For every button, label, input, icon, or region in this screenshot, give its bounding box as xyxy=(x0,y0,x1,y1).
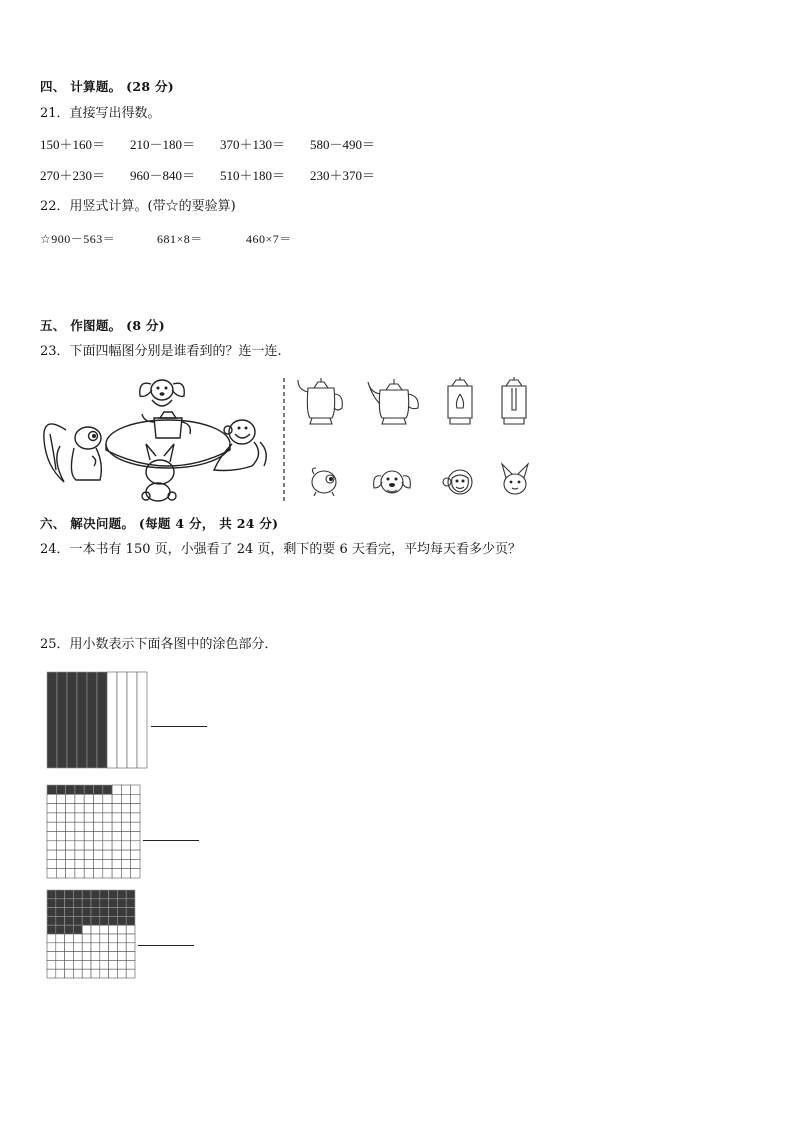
fig2-cell xyxy=(56,822,65,831)
fig3-cell xyxy=(56,890,65,899)
fig2-cell xyxy=(84,813,93,822)
fig3-cell xyxy=(47,960,56,969)
fig3-cell xyxy=(117,908,126,917)
fig2-cell xyxy=(131,869,140,878)
teapot-on-table-icon xyxy=(142,412,190,438)
fig2-cell xyxy=(94,859,103,868)
fig3-cell xyxy=(65,925,74,934)
fig2-cell xyxy=(103,850,112,859)
rabbit-head-icon[interactable] xyxy=(498,462,532,500)
table-scene-illustration xyxy=(38,374,278,506)
fig3-cell xyxy=(47,890,56,899)
fig2-cell xyxy=(47,850,56,859)
fig2-cell xyxy=(84,841,93,850)
fig3-cell xyxy=(47,925,56,934)
fig2-cell xyxy=(94,850,103,859)
q21-item-1: 150＋160＝ xyxy=(40,137,106,152)
fig3-cell xyxy=(82,943,91,952)
fig2-cell xyxy=(94,832,103,841)
fig2-cell xyxy=(94,804,103,813)
fig2-cell xyxy=(121,822,130,831)
fig2-cell xyxy=(66,804,75,813)
fig3-cell xyxy=(100,890,109,899)
fig3-cell xyxy=(126,943,135,952)
fig3-cell xyxy=(100,925,109,934)
fig3-cell xyxy=(65,969,74,978)
q22-item-3: 460×7＝ xyxy=(246,232,292,246)
fig3-cell xyxy=(56,899,65,908)
fig2-cell xyxy=(131,850,140,859)
strip-8 xyxy=(117,672,127,768)
fig2-cell xyxy=(84,832,93,841)
fig2-cell xyxy=(131,813,140,822)
fig2-cell xyxy=(84,850,93,859)
fig3-cell xyxy=(65,952,74,961)
fig2-cell xyxy=(75,804,84,813)
question-22-prompt: 22．用竖式计算。(带☆的要验算) xyxy=(40,199,236,214)
fig2-cell xyxy=(121,859,130,868)
fig2-cell xyxy=(47,869,56,878)
fig3-cell xyxy=(65,899,74,908)
fig2-cell xyxy=(56,850,65,859)
fig3-cell xyxy=(82,925,91,934)
q21-item-5: 270＋230＝ xyxy=(40,168,106,183)
fig3-cell xyxy=(82,890,91,899)
fig3-cell xyxy=(109,908,118,917)
fig3-cell xyxy=(65,960,74,969)
fig3-cell xyxy=(47,899,56,908)
fig2-cell xyxy=(75,841,84,850)
fig2-cell xyxy=(47,785,56,794)
strip-2 xyxy=(57,672,67,768)
q21-item-7: 510＋180＝ xyxy=(220,168,286,183)
fig3-cell xyxy=(126,934,135,943)
answer-blank-2[interactable] xyxy=(143,840,199,841)
fig2-cell xyxy=(131,785,140,794)
fig3-cell xyxy=(65,916,74,925)
fig3-cell xyxy=(109,952,118,961)
fig2-cell xyxy=(112,813,121,822)
fig3-cell xyxy=(91,899,100,908)
fig2-cell xyxy=(103,869,112,878)
fig3-cell xyxy=(100,943,109,952)
q22-item-1: ☆900－563＝ xyxy=(40,232,116,246)
answer-blank-3[interactable] xyxy=(138,945,194,946)
fig2-cell xyxy=(47,822,56,831)
fig2-cell xyxy=(47,841,56,850)
fig2-cell xyxy=(112,850,121,859)
monkey-icon xyxy=(214,420,266,471)
fig2-cell xyxy=(47,813,56,822)
fig2-cell xyxy=(131,822,140,831)
fig3-cell xyxy=(109,960,118,969)
teapot-view-2-icon[interactable] xyxy=(366,376,422,428)
fig3-cell xyxy=(109,943,118,952)
fig2-cell xyxy=(56,785,65,794)
fig2-cell xyxy=(112,785,121,794)
strip-10 xyxy=(137,672,147,768)
fig3-cell xyxy=(73,899,82,908)
section-5-heading: 五、 作图题。 (8 分) xyxy=(40,318,165,333)
fig3-cell xyxy=(117,943,126,952)
decimal-figure-1 xyxy=(46,671,148,769)
fig3-cell xyxy=(91,925,100,934)
fig3-cell xyxy=(65,934,74,943)
fig2-cell xyxy=(47,804,56,813)
fig3-cell xyxy=(73,943,82,952)
fig3-cell xyxy=(82,952,91,961)
fig2-cell xyxy=(103,859,112,868)
fig3-cell xyxy=(82,969,91,978)
fig3-cell xyxy=(73,960,82,969)
fig3-cell xyxy=(73,916,82,925)
strip-3 xyxy=(67,672,77,768)
fig2-cell xyxy=(103,841,112,850)
decimal-figure-2 xyxy=(46,784,141,882)
fig3-cell xyxy=(82,934,91,943)
strip-4 xyxy=(77,672,87,768)
fig3-cell xyxy=(56,908,65,917)
question-21-prompt: 21．直接写出得数。 xyxy=(40,106,161,121)
question-23-prompt: 23．下面四幅图分别是谁看到的？连一连. xyxy=(40,344,282,359)
fig3-cell xyxy=(91,908,100,917)
fig2-cell xyxy=(84,822,93,831)
fig2-cell xyxy=(84,804,93,813)
fig3-cell xyxy=(91,934,100,943)
strip-9 xyxy=(127,672,137,768)
fig2-cell xyxy=(66,813,75,822)
fig3-cell xyxy=(91,960,100,969)
fig3-cell xyxy=(73,969,82,978)
answer-blank-1[interactable] xyxy=(151,726,207,727)
fig2-cell xyxy=(66,869,75,878)
fig3-cell xyxy=(126,969,135,978)
fig2-cell xyxy=(56,813,65,822)
fig2-cell xyxy=(94,822,103,831)
fig2-cell xyxy=(103,813,112,822)
fig2-cell xyxy=(75,869,84,878)
teapot-view-3-icon[interactable] xyxy=(442,376,478,428)
fig2-cell xyxy=(121,794,130,803)
section-6-heading: 六、 解决问题。 (每题 4 分， 共 24 分) xyxy=(40,516,279,531)
fig3-cell xyxy=(65,943,74,952)
fig3-cell xyxy=(117,916,126,925)
fig2-cell xyxy=(75,850,84,859)
fig3-cell xyxy=(47,916,56,925)
fig3-cell xyxy=(126,916,135,925)
fig2-cell xyxy=(75,794,84,803)
fig3-cell xyxy=(47,969,56,978)
fig2-cell xyxy=(103,785,112,794)
dashed-divider xyxy=(282,378,286,502)
fig3-cell xyxy=(82,960,91,969)
fig3-cell xyxy=(73,934,82,943)
decimal-figure-3 xyxy=(46,889,136,987)
fig3-cell xyxy=(109,899,118,908)
fig3-cell xyxy=(73,952,82,961)
fig3-cell xyxy=(117,934,126,943)
fig3-cell xyxy=(100,934,109,943)
fig2-cell xyxy=(47,832,56,841)
fig3-cell xyxy=(117,969,126,978)
q21-item-4: 580－490＝ xyxy=(310,137,376,152)
fig2-cell xyxy=(131,841,140,850)
fig2-cell xyxy=(112,804,121,813)
fig2-cell xyxy=(84,794,93,803)
dog-head-icon[interactable] xyxy=(372,464,412,500)
fig2-cell xyxy=(66,859,75,868)
fig3-cell xyxy=(56,943,65,952)
fig3-cell xyxy=(117,899,126,908)
fig2-cell xyxy=(56,794,65,803)
q21-item-8: 230＋370＝ xyxy=(310,168,376,183)
fig2-cell xyxy=(94,869,103,878)
teapot-view-4-icon[interactable] xyxy=(496,376,532,428)
fig3-cell xyxy=(91,952,100,961)
q21-item-3: 370＋130＝ xyxy=(220,137,286,152)
fig3-cell xyxy=(56,952,65,961)
fig2-cell xyxy=(66,841,75,850)
fig3-cell xyxy=(47,943,56,952)
squirrel-head-icon[interactable] xyxy=(306,464,340,498)
fig2-cell xyxy=(75,813,84,822)
fig2-cell xyxy=(75,832,84,841)
fig2-cell xyxy=(131,859,140,868)
fig2-cell xyxy=(84,785,93,794)
fig3-cell xyxy=(126,890,135,899)
question-25-prompt: 25．用小数表示下面各图中的涂色部分． xyxy=(40,637,278,652)
fig2-cell xyxy=(56,804,65,813)
fig2-cell xyxy=(112,822,121,831)
fig3-cell xyxy=(47,908,56,917)
fig2-cell xyxy=(66,832,75,841)
fig3-cell xyxy=(117,960,126,969)
fig3-cell xyxy=(47,952,56,961)
fig2-cell xyxy=(75,859,84,868)
q21-item-2: 210－180＝ xyxy=(130,137,196,152)
fig2-cell xyxy=(56,832,65,841)
fig3-cell xyxy=(65,908,74,917)
fig3-cell xyxy=(100,908,109,917)
fig2-cell xyxy=(94,794,103,803)
fig2-cell xyxy=(121,841,130,850)
teapot-view-1-icon[interactable] xyxy=(296,376,346,428)
fig2-cell xyxy=(66,850,75,859)
fig2-cell xyxy=(66,822,75,831)
fig2-cell xyxy=(94,785,103,794)
fig2-cell xyxy=(112,859,121,868)
fig3-cell xyxy=(82,908,91,917)
rabbit-icon xyxy=(142,444,176,501)
fig2-cell xyxy=(121,813,130,822)
fig2-cell xyxy=(84,869,93,878)
fig2-cell xyxy=(103,794,112,803)
fig2-cell xyxy=(75,785,84,794)
fig3-cell xyxy=(82,916,91,925)
fig3-cell xyxy=(100,916,109,925)
fig3-cell xyxy=(109,916,118,925)
squirrel-icon xyxy=(44,424,101,482)
fig2-cell xyxy=(121,785,130,794)
fig3-cell xyxy=(100,969,109,978)
fig3-cell xyxy=(47,934,56,943)
fig3-cell xyxy=(100,952,109,961)
fig2-cell xyxy=(131,832,140,841)
fig3-cell xyxy=(117,890,126,899)
fig3-cell xyxy=(109,934,118,943)
fig3-cell xyxy=(126,908,135,917)
fig2-cell xyxy=(66,794,75,803)
strip-1 xyxy=(47,672,57,768)
fig3-cell xyxy=(82,899,91,908)
fig2-cell xyxy=(56,841,65,850)
fig3-cell xyxy=(100,960,109,969)
fig2-cell xyxy=(94,841,103,850)
q22-item-2: 681×8＝ xyxy=(157,232,203,246)
fig3-cell xyxy=(73,908,82,917)
q21-item-6: 960－840＝ xyxy=(130,168,196,183)
fig2-cell xyxy=(121,804,130,813)
question-24-prompt: 24．一本书有 150 页，小强看了 24 页，剩下的要 6 天看完，平均每天看多少页？ xyxy=(40,542,521,557)
dog-icon xyxy=(140,380,185,406)
fig2-cell xyxy=(112,841,121,850)
fig2-cell xyxy=(121,869,130,878)
fig3-cell xyxy=(56,960,65,969)
fig2-cell xyxy=(103,832,112,841)
fig3-cell xyxy=(126,960,135,969)
fig3-cell xyxy=(91,916,100,925)
fig3-cell xyxy=(91,969,100,978)
fig3-cell xyxy=(91,890,100,899)
fig3-cell xyxy=(65,890,74,899)
section-4-heading: 四、 计算题。 (28 分) xyxy=(40,79,174,94)
fig2-cell xyxy=(75,822,84,831)
fig2-cell xyxy=(112,832,121,841)
fig3-cell xyxy=(56,916,65,925)
fig3-cell xyxy=(126,899,135,908)
fig2-cell xyxy=(131,794,140,803)
fig3-cell xyxy=(56,969,65,978)
fig3-cell xyxy=(91,943,100,952)
fig2-cell xyxy=(47,859,56,868)
fig2-cell xyxy=(56,859,65,868)
fig3-cell xyxy=(56,934,65,943)
fig3-cell xyxy=(73,925,82,934)
fig2-cell xyxy=(66,785,75,794)
fig2-cell xyxy=(56,869,65,878)
monkey-head-icon[interactable] xyxy=(442,464,478,500)
fig3-cell xyxy=(117,925,126,934)
fig3-cell xyxy=(126,925,135,934)
fig2-cell xyxy=(103,804,112,813)
fig3-cell xyxy=(126,952,135,961)
fig3-cell xyxy=(109,890,118,899)
fig3-cell xyxy=(73,890,82,899)
fig3-cell xyxy=(56,925,65,934)
strip-5 xyxy=(87,672,97,768)
strip-6 xyxy=(97,672,107,768)
fig2-cell xyxy=(112,869,121,878)
fig2-cell xyxy=(131,804,140,813)
fig2-cell xyxy=(94,813,103,822)
fig2-cell xyxy=(121,832,130,841)
strip-7 xyxy=(107,672,117,768)
fig3-cell xyxy=(109,925,118,934)
fig2-cell xyxy=(103,822,112,831)
fig3-cell xyxy=(100,899,109,908)
fig3-cell xyxy=(117,952,126,961)
fig2-cell xyxy=(84,859,93,868)
fig3-cell xyxy=(109,969,118,978)
fig2-cell xyxy=(121,850,130,859)
fig2-cell xyxy=(47,794,56,803)
fig2-cell xyxy=(112,794,121,803)
